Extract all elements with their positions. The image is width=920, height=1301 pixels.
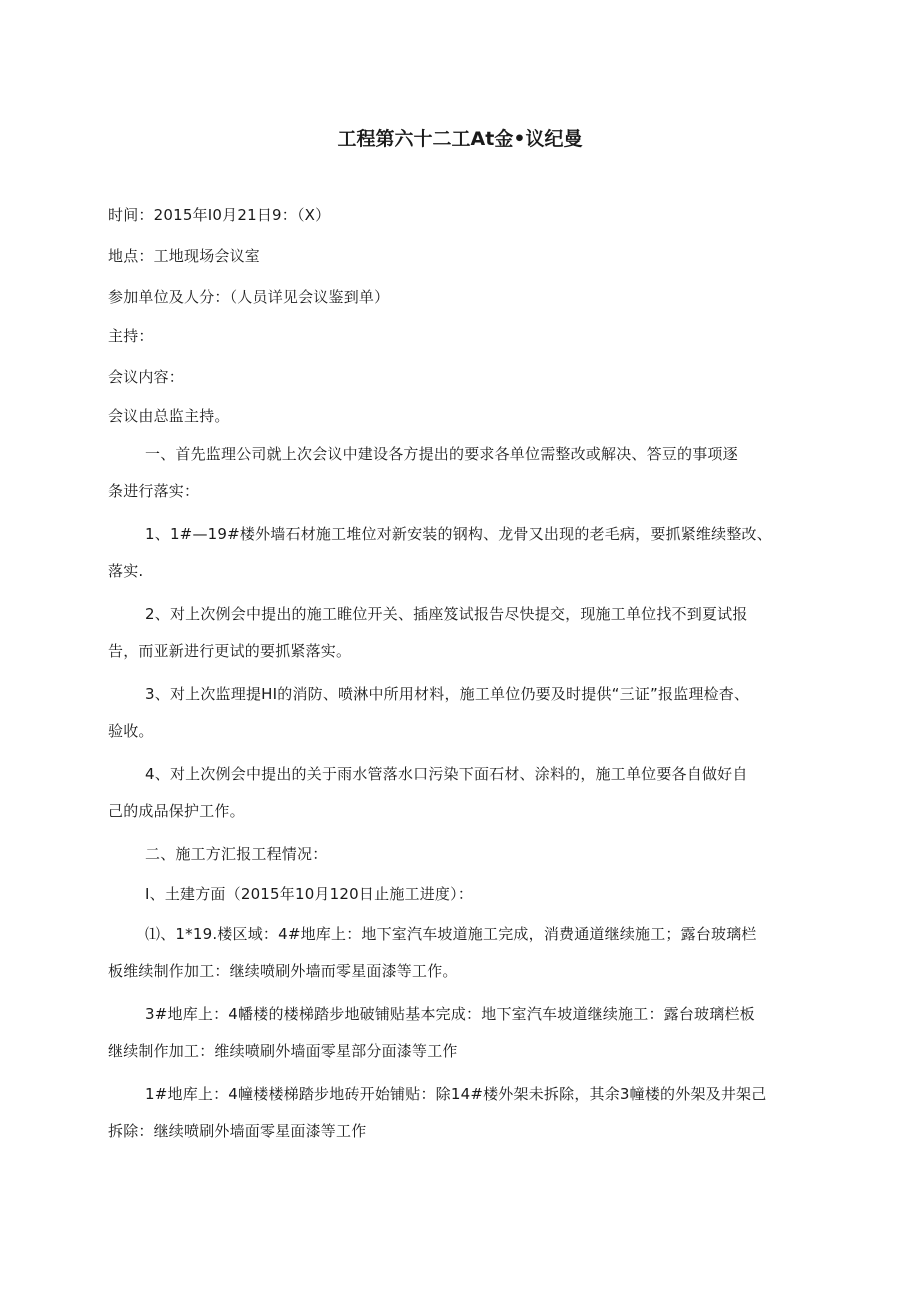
area-1-line-1: ⑴、1*19.楼区域：4#地库上：地下室汽车坡道施工完成，消费通道继续施工；露台玻璃栏 (145, 925, 757, 943)
item-4-paragraph (108, 756, 820, 830)
section-1-line-1: 一、首先监理公司就上次会议中建设各方提出的要求各单位需整改或解决、答豆的事项逐 (145, 445, 738, 463)
area-2-line-2: 继续制作加工：维续喷刷外墙面零星部分面漆等工作 (108, 1042, 458, 1060)
civil-line: I、土建方面（2015年10月120日止施工进度）： (145, 885, 474, 903)
section-1-paragraph (108, 436, 820, 510)
area-3-line-1: 1#地库上：4幢楼楼梯踏步地砖开始铺贴：除14#楼外架未拆除，其余3幢楼的外架及井架己 (145, 1085, 767, 1103)
meeting-content-label: 会议内容： (108, 368, 185, 386)
meeting-attendees: 参加单位及人分：（人员详见会议鉴到单） (108, 288, 390, 306)
item-1-paragraph (108, 516, 820, 590)
meeting-host: 主持： (108, 327, 154, 345)
area-3-paragraph (108, 1076, 820, 1150)
document-title: 工程第六十二工At金•议纪曼 (337, 128, 583, 150)
area-1-line-2: 板维续制作加工：继续喷刷外墙而零星面漆等工作。 (108, 962, 458, 980)
item-2-line-2: 告，而亚新进行更试的要抓紧落实。 (108, 642, 352, 660)
section-1-line-2: 条进行落实： (108, 482, 200, 500)
area-2-paragraph (108, 996, 820, 1070)
item-1-line-2: 落实. (108, 562, 144, 580)
item-3-line-1: 3、对上次监理提HI的消防、喷淋中所用材料，施工单位仍要及时提供“三证”报监理检杳、 (145, 685, 750, 703)
meeting-location: 地点：工地现场会议室 (108, 247, 261, 265)
item-1-line-1: 1、1#—19#楼外墙石材施工堆位对新安装的钢构、龙骨又出现的老毛病，要抓紧维续整改、 (145, 525, 772, 543)
item-3-paragraph (108, 676, 820, 750)
civil-heading (108, 876, 820, 913)
area-2-line-1: 3#地库上：4幡楼的楼梯踏步地破铺贴基本完成：地下室汽车坡道继续施工：露台玻璃栏板 (145, 1005, 755, 1023)
item-3-line-2: 验收。 (108, 722, 154, 740)
section-2-line: 二、施工方汇报工程情况： (145, 845, 328, 863)
meeting-intro: 会议由总监主持。 (108, 407, 230, 425)
meeting-time: 时间：2015年I0月21日9：（X） (108, 206, 331, 224)
area-1-paragraph (108, 916, 820, 990)
item-4-line-1: 4、对上次例会中提出的关于雨水管落水口污染下面石材、涂料的，施工单位要各自做好自 (145, 765, 748, 783)
section-2-heading (108, 836, 820, 873)
item-4-line-2: 己的成品保护工作。 (108, 802, 245, 820)
area-3-line-2: 拆除：继续喷刷外墙面零星面漆等工作 (108, 1122, 367, 1140)
item-2-line-1: 2、对上次例会中提出的施工睢位开关、插座笈试报告尽快提交，现施工单位找不到夏试报 (145, 605, 748, 623)
item-2-paragraph (108, 596, 820, 670)
